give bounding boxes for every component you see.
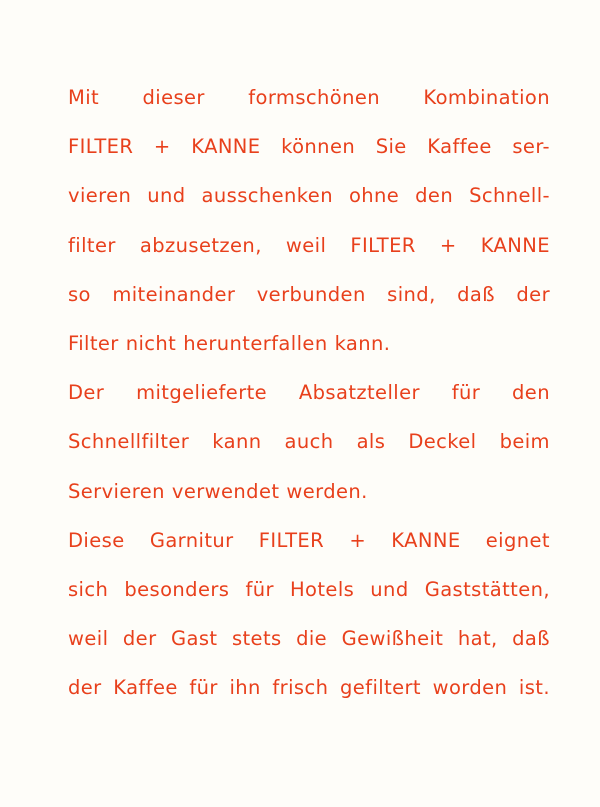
plus-sign: + — [349, 528, 367, 552]
word: für — [451, 381, 481, 405]
word: eignet — [485, 528, 550, 552]
word: verbunden — [256, 282, 366, 306]
word: und — [147, 184, 186, 208]
word: FILTER — [350, 233, 416, 257]
word: Gaststätten, — [424, 577, 550, 601]
word: kann — [212, 430, 262, 454]
word: KANNE — [480, 233, 550, 257]
text-line — [68, 474, 550, 523]
word: Kombination — [423, 86, 550, 109]
word: formschönen — [248, 86, 380, 109]
word: gefiltert — [340, 676, 421, 700]
word: weil — [285, 233, 327, 257]
word: KANNE — [191, 135, 261, 159]
word: ohne — [348, 184, 400, 208]
word: hat, — [457, 627, 498, 651]
word: daß — [457, 282, 495, 306]
word: filter — [68, 233, 116, 257]
text-line — [68, 129, 550, 178]
word: miteinander — [112, 282, 236, 306]
word: und — [370, 577, 409, 601]
word: beim — [499, 430, 550, 454]
word: Deckel — [408, 430, 477, 454]
word: abzusetzen, — [139, 233, 262, 257]
word: der — [68, 676, 102, 700]
text-line — [68, 375, 550, 424]
word: Hotels — [289, 577, 355, 601]
word: den — [512, 381, 550, 405]
text-line — [68, 277, 550, 326]
text-line — [68, 80, 550, 129]
word: Garnitur — [149, 528, 234, 552]
word: besonders — [124, 577, 230, 601]
word: ist. — [518, 676, 550, 700]
word: Absatzteller — [298, 381, 420, 405]
word: auch — [284, 430, 334, 454]
word: KANNE — [391, 528, 461, 552]
word: der — [122, 627, 157, 651]
word: daß — [512, 627, 550, 651]
word: kann. — [334, 331, 391, 355]
word: werden. — [286, 479, 368, 503]
word: Schnell- — [469, 184, 550, 208]
text-line — [68, 424, 550, 473]
text-line — [68, 178, 550, 227]
word: frisch — [272, 676, 329, 700]
word: sind, — [387, 282, 436, 306]
word: ser- — [512, 135, 550, 159]
word: den — [415, 184, 454, 208]
word: stets — [231, 627, 282, 651]
word: ausschenken — [201, 184, 333, 208]
word: Diese — [68, 528, 125, 552]
word: Schnellfilter — [68, 430, 190, 454]
word: Gast — [170, 627, 218, 651]
word: verwendet — [171, 479, 280, 503]
word: die — [296, 627, 328, 651]
word: FILTER — [258, 528, 325, 552]
word: worden — [432, 676, 508, 700]
word: weil — [68, 627, 109, 651]
word: als — [356, 430, 386, 454]
word: mitgelieferte — [136, 381, 268, 405]
word: Filter — [68, 331, 119, 355]
word: können — [281, 135, 356, 159]
word: Sie — [375, 135, 407, 159]
word: herunterfallen — [183, 331, 328, 355]
word: ihn — [229, 676, 261, 700]
word: FILTER — [68, 135, 134, 159]
plus-sign: + — [153, 135, 171, 159]
word: Kaffee — [113, 676, 178, 700]
text-line — [68, 228, 550, 277]
text-line — [68, 670, 550, 719]
word: Der — [68, 381, 105, 405]
word: Gewißheit — [341, 627, 444, 651]
text-line — [68, 523, 550, 572]
word: vieren — [68, 184, 132, 208]
word: dieser — [142, 86, 205, 109]
word: Kaffee — [427, 135, 492, 159]
word: Servieren — [68, 479, 165, 503]
text-line — [68, 572, 550, 621]
word: der — [516, 282, 550, 306]
word: Mit — [68, 86, 100, 109]
plus-sign: + — [439, 233, 457, 257]
word: so — [68, 282, 91, 306]
text-line — [68, 621, 550, 670]
text-line — [68, 326, 550, 375]
word: für — [245, 577, 274, 601]
word: für — [189, 676, 218, 700]
body-text — [68, 80, 550, 719]
word: nicht — [125, 331, 177, 355]
word: sich — [68, 577, 109, 601]
